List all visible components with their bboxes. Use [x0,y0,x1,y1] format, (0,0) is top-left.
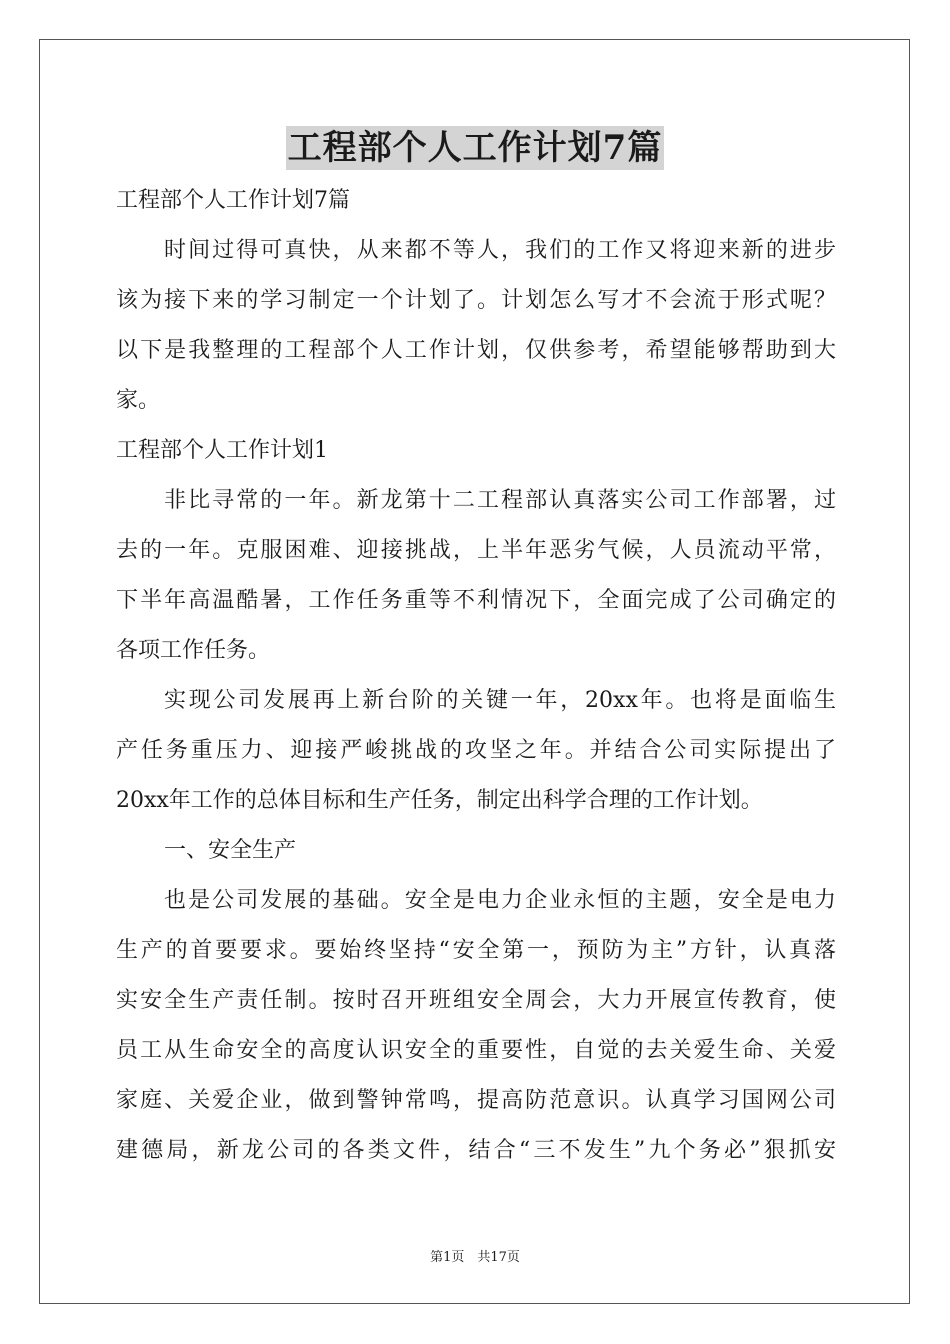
paragraph-line: 产任务重压力、迎接严峻挑战的攻坚之年。并结合公司实际提出了 [116,738,836,763]
document-title: 工程部个人工作计划7篇 [287,128,663,168]
intro-line: 家。 [116,388,161,413]
intro-line: 以下是我整理的工程部个人工作计划，仅供参考，希望能够帮助到大 [116,338,836,363]
paragraph-line: 非比寻常的一年。新龙第十二工程部认真落实公司工作部署，过 [164,488,836,513]
section-heading: 工程部个人工作计划1 [116,438,328,463]
subheading: 一、安全生产 [164,838,297,863]
paragraph-line: 下半年高温酷暑，工作任务重等不利情况下，全面完成了公司确定的 [116,588,836,613]
paragraph-line: 员工从生命安全的高度认识安全的重要性，自觉的去关爱生命、关爱 [116,1038,836,1063]
paragraph-line: 实现公司发展再上新台阶的关键一年，20xx年。也将是面临生 [164,688,836,713]
paragraph-line: 各项工作任务。 [116,638,271,663]
paragraph-line: 实安全生产责任制。按时召开班组安全周会，大力开展宣传教育，使 [116,988,836,1013]
document-subtitle: 工程部个人工作计划7篇 [116,188,350,213]
paragraph-line: 也是公司发展的基础。安全是电力企业永恒的主题，安全是电力 [164,888,836,913]
paragraph-line: 家庭、关爱企业，做到警钟常鸣，提高防范意识。认真学习国网公司 [116,1088,836,1113]
paragraph-line: 去的一年。克服困难、迎接挑战，上半年恶劣气候，人员流动平常， [116,538,836,563]
title-container [0,126,950,170]
paragraph-line: 建德局，新龙公司的各类文件，结合“三不发生”九个务必”狠抓安 [116,1138,836,1163]
document-body [116,176,836,1176]
paragraph-line: 20xx年工作的总体目标和生产任务，制定出科学合理的工作计划。 [116,788,763,813]
page-footer: 第1页 共17页 [430,1250,520,1265]
intro-line: 时间过得可真快，从来都不等人，我们的工作又将迎来新的进步 [164,238,836,263]
intro-line: 该为接下来的学习制定一个计划了。计划怎么写才不会流于形式呢？ [116,288,836,313]
paragraph-line: 生产的首要要求。要始终坚持“安全第一，预防为主”方针，认真落 [116,938,836,963]
